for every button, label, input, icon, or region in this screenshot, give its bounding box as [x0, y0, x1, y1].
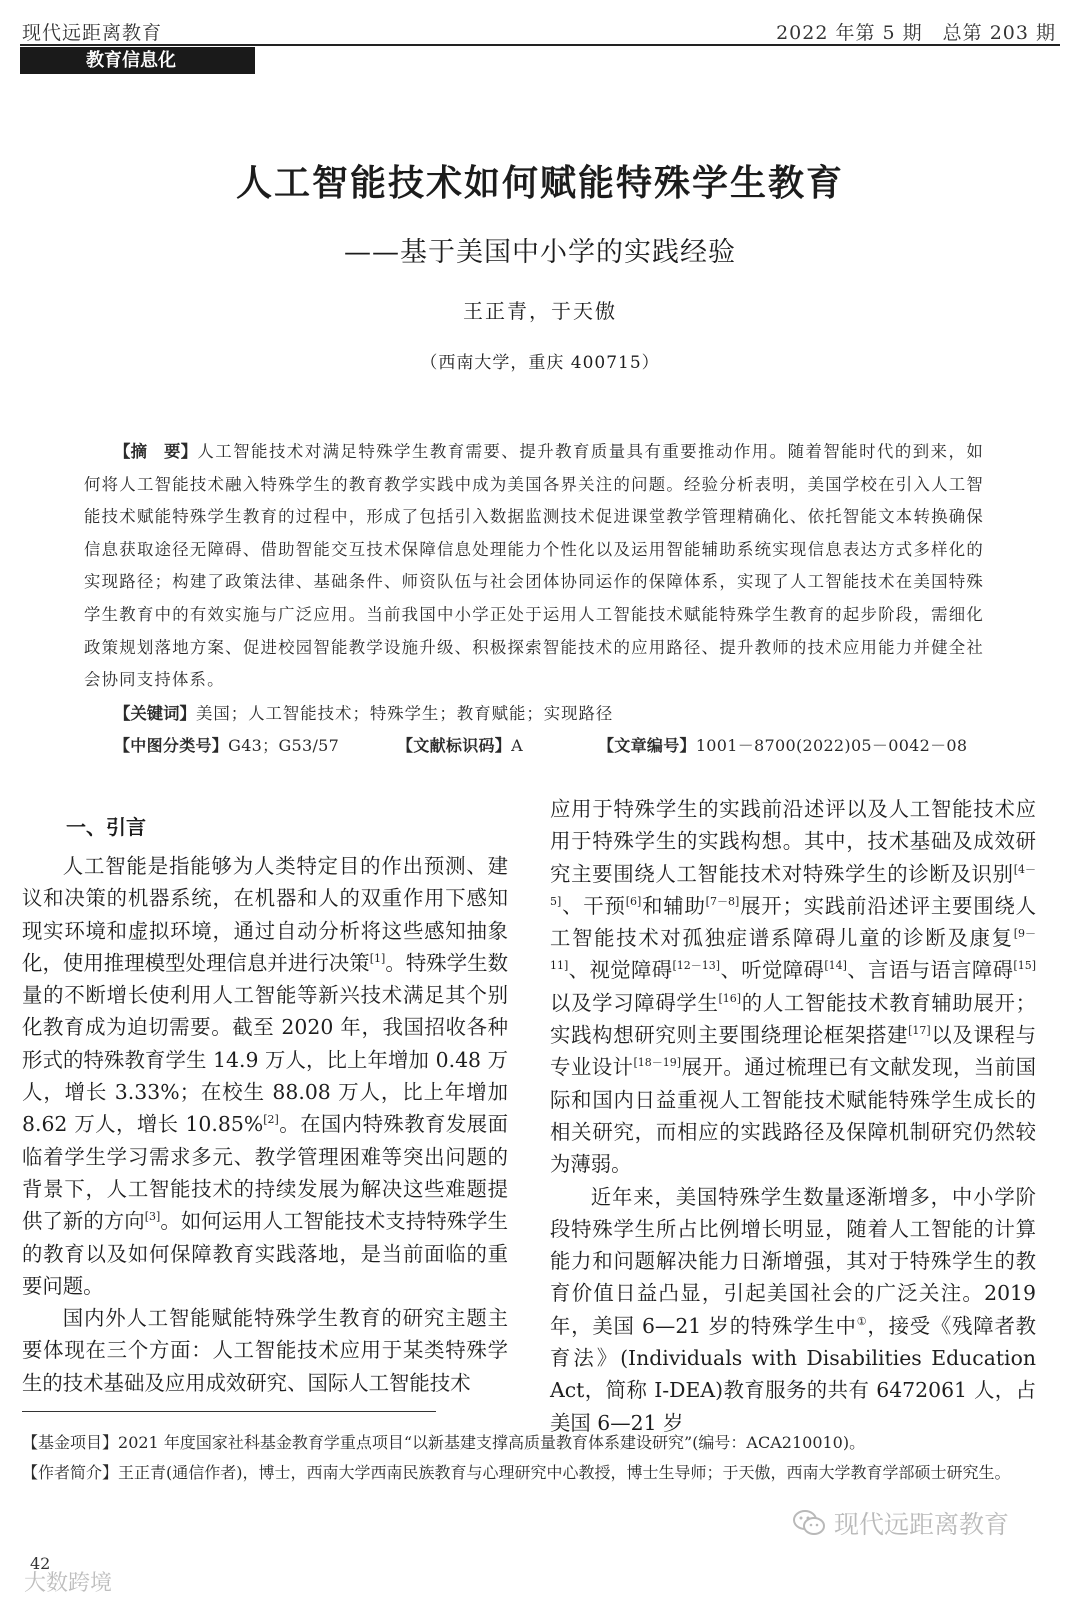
- article-no-label: 【文章编号】: [598, 736, 696, 755]
- issue-info: 2022 年第 5 期 总第 203 期: [776, 22, 1056, 44]
- text-run: 、言语与语言障碍: [846, 958, 1014, 983]
- citation: [4－5]: [550, 862, 1036, 909]
- citation: [16]: [718, 991, 742, 1005]
- clc-value: G43；G53/57: [228, 736, 340, 755]
- text-run: 展开；实践前沿述评主要围绕人工智能技术对孤独症谱系障碍儿童的诊断及康复: [550, 893, 1036, 951]
- footnotes: [22, 1428, 1038, 1487]
- section-label: 教育信息化: [20, 47, 255, 74]
- keywords-text: 美国；人工智能技术；特殊学生；教育赋能；实现路径: [195, 704, 614, 723]
- doc-code-label: 【文献标识码】: [397, 736, 512, 755]
- clc-label: 【中图分类号】: [114, 736, 229, 755]
- doc-code-value: A: [511, 736, 523, 755]
- article-authors: 王正青，于天傲: [463, 299, 617, 323]
- citation: [1]: [369, 952, 386, 966]
- footnote-rule: [22, 1411, 436, 1412]
- author-label: 【作者简介】: [22, 1462, 119, 1482]
- text-run: 、听觉障碍: [720, 958, 825, 983]
- text-run: 。特殊学生数量的不断增长使利用人工智能等新兴技术满足其个别化教育成为迫切需要。截至 2020 年，我国招收各种形式的特殊教育学生 14.9 万人，比上年增加 0.48 万人，增长 3.33%；在校生 88.08 万人，比上年增加 8.62 万人，增长 10.85%: [22, 950, 509, 1137]
- text-run: 应用于特殊学生的实践前沿述评以及人工智能技术应用于特殊学生的实践构想。其中，技术基础及成效研究主要围绕人工智能技术对特殊学生的诊断及识别: [550, 797, 1036, 886]
- author-note: [22, 1458, 1038, 1488]
- citation: [7－8]: [705, 895, 740, 909]
- text-run: 、干预: [561, 893, 626, 918]
- text-run: 以及学习障碍学生: [550, 990, 719, 1015]
- abstract: [84, 436, 984, 697]
- text-run: 近年来，美国特殊学生数量逐渐增多，中小学阶段特殊学生所占比例增长明显，随着人工智能的计算能力和问题解决能力日渐增强，其对于特殊学生的教育价值日益凸显，引起美国社会的广泛关注。2019年，美国 6—21 岁的特殊学生中: [550, 1184, 1036, 1338]
- header-rule: [20, 44, 1060, 46]
- funding-label: 【基金项目】: [22, 1433, 119, 1452]
- wechat-account-name: 现代远距离教育: [834, 1510, 1010, 1539]
- paragraph: 国内外人工智能赋能特殊学生教育的研究主题主要体现在三个方面：人工智能技术应用于某类特殊学生的技术基础及应用成效研究、国际人工智能技术: [22, 1306, 508, 1395]
- paragraph: [550, 793, 1036, 1181]
- citation: [18－19]: [633, 1056, 682, 1070]
- body-column-right: [550, 793, 1036, 1439]
- watermark-bottom-left: 大数跨境: [24, 1571, 113, 1596]
- page-number: 42: [30, 1554, 51, 1573]
- article-affiliation: （西南大学，重庆 400715）: [420, 353, 660, 373]
- abstract-text: 人工智能技术对满足特殊学生教育需要、提升教育质量具有重要推动作用。随着智能时代的到来，如何将人工智能技术融入特殊学生的教育教学实践中成为美国各界关注的问题。经验分析表明，美国学校在引入人工智能技术赋能特殊学生教育的过程中，形成了包括引入数据监测技术促进课堂教学管理精确化、依托智能文本转换确保信息获取途径无障碍、借助智能交互技术保障信息处理能力个性化以及运用智能辅助系统实现信息表达方式多样化的实现路径；构建了政策法律、基础条件、师资队伍与社会团体协同运作的保障体系，实现了人工智能技术在美国特殊学生教育中的有效实施与广泛应用。当前我国中小学正处于运用人工智能技术赋能特殊学生教育的起步阶段，需细化政策规划落地方案、促进校园智能教学设施升级、积极探索智能技术的应用路径、提升教师的技术应用能力并健全社会协同支持体系。: [84, 442, 984, 690]
- paragraph: [22, 850, 508, 1302]
- text-run: 和辅助: [641, 893, 706, 918]
- citation: [17]: [908, 1024, 931, 1038]
- funding-note: [22, 1428, 1038, 1458]
- article-number: [598, 733, 967, 756]
- citation: [14]: [824, 959, 847, 973]
- paragraph: [550, 1181, 1036, 1439]
- text-run: 展开。通过梳理已有文献发现，当前国际和国内日益重视人工智能技术赋能特殊学生成长的相关研究，而相应的实践路径及保障机制研究仍然较为薄弱。: [550, 1055, 1037, 1177]
- text-run: 以及课程与专业设计: [550, 1023, 1037, 1080]
- keywords: [114, 700, 613, 724]
- document-code: [397, 733, 523, 756]
- funding-text: 2021 年度国家社科基金教育学重点项目“以新基建支撑高质量教育体系建设研究”(编号：ACA210010)。: [118, 1433, 866, 1452]
- citation: [3]: [144, 1210, 161, 1224]
- abstract-label: 【摘 要】: [114, 442, 198, 461]
- wechat-watermark: [792, 1505, 1009, 1541]
- article-title: 人工智能技术如何赋能特殊学生教育: [235, 163, 844, 204]
- section-heading-intro: 一、引言: [66, 815, 146, 839]
- article-no-value: 1001－8700(2022)05－0042－08: [695, 736, 968, 755]
- footnote-marker: ①: [856, 1314, 868, 1328]
- citation: [12－13]: [672, 959, 721, 973]
- clc-number: [114, 733, 339, 756]
- citation: [2]: [263, 1113, 279, 1127]
- body-column-left: [22, 850, 508, 1399]
- citation: [15]: [1013, 959, 1037, 973]
- text-run: 、视觉障碍: [568, 958, 673, 983]
- keywords-label: 【关键词】: [114, 704, 196, 723]
- text-run: 的人工智能技术教育辅助展开；实践构想研究则主要围绕理论框架搭建: [550, 990, 1037, 1048]
- journal-name: 现代远距离教育: [22, 22, 163, 44]
- text-run: 人工智能是指能够为人类特定目的作出预测、建议和决策的机器系统，在机器和人的双重作用下感知现实环境和虚拟环境，通过自动分析将这些感知抽象化，使用推理模型处理信息并进行决策: [22, 854, 508, 975]
- text-run: 。如何运用人工智能技术支持特殊学生的教育以及如何保障教育实践落地，是当前面临的重要问题。: [22, 1209, 509, 1298]
- article-subtitle: ——基于美国中小学的实践经验: [344, 237, 736, 268]
- citation: [9－11]: [550, 927, 1036, 973]
- text-run: ，接受《残障者教育法》(Individuals with Disabilities Education Act，简称 I-DEA)教育服务的共有 6472061 人，占美国 6—21 岁: [550, 1313, 1037, 1435]
- wechat-icon: [792, 1509, 826, 1537]
- citation: [6]: [625, 895, 642, 909]
- author-text: 王正青(通信作者)，博士，西南大学西南民族教育与心理研究中心教授，博士生导师；于天傲，西南大学教育学部硕士研究生。: [118, 1462, 1011, 1482]
- text-run: 。在国内特殊教育发展面临着学生学习需求多元、教学管理困难等突出问题的背景下，人工智能技术的持续发展为解决这些难题提供了新的方向: [22, 1112, 509, 1234]
